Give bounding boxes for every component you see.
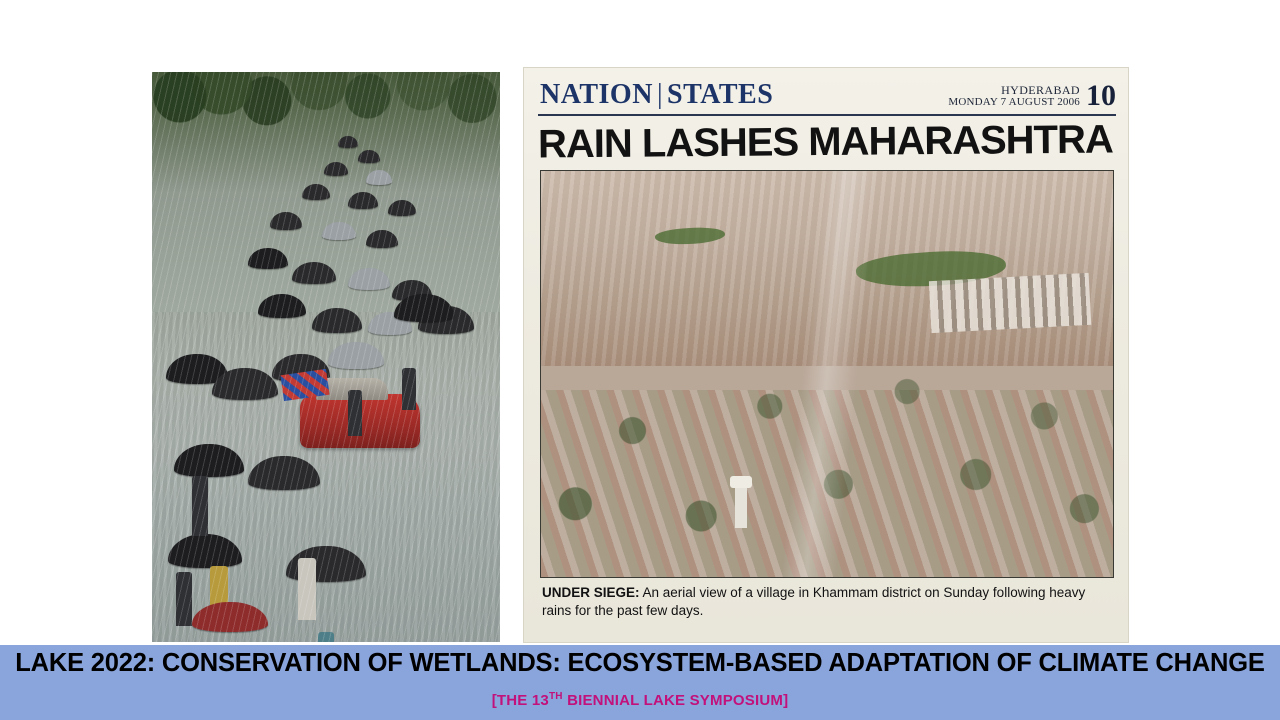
page-number: 10 (1086, 78, 1116, 112)
umbrella (358, 150, 380, 163)
umbrella (248, 248, 288, 269)
flooded-street-umbrellas-photo (152, 72, 500, 642)
umbrella (366, 170, 392, 185)
water-tower (735, 484, 747, 528)
umbrella (270, 212, 302, 230)
subtitle-suffix: BIENNIAL LAKE SYMPOSIUM] (562, 692, 789, 709)
person (192, 476, 208, 536)
masthead-separator: | (656, 79, 664, 110)
person (402, 368, 416, 410)
edition-date: MONDAY 7 AUGUST 2006 (948, 95, 1080, 108)
umbrella (338, 136, 358, 148)
umbrella (292, 262, 336, 284)
photo-caption (542, 584, 1112, 619)
masthead-word-nation: NATION (540, 79, 653, 110)
person (298, 558, 316, 620)
person (348, 390, 362, 436)
newspaper-clipping (524, 68, 1128, 642)
umbrella (366, 230, 398, 248)
umbrella (324, 162, 348, 176)
flooded-building-row (929, 272, 1092, 332)
footer-banner (0, 645, 1280, 720)
umbrella (348, 192, 378, 209)
masthead-word-states: STATES (667, 79, 774, 110)
newspaper-masthead (540, 78, 1116, 112)
edition-city: HYDERABAD (1001, 83, 1080, 98)
person (318, 632, 334, 642)
masthead-meta (948, 84, 1080, 108)
umbrella (258, 294, 306, 318)
umbrella (348, 268, 390, 290)
masthead-title (540, 79, 773, 111)
subtitle-ordinal-suffix: TH (548, 691, 563, 702)
subtitle-prefix: [THE 13 (491, 692, 549, 709)
caption-text: An aerial view of a village in Khammam district on Sunday following heavy rains for the past few days. (542, 585, 1086, 618)
caption-lead: UNDER SIEGE: (542, 585, 640, 600)
conference-subtitle (0, 691, 1280, 709)
umbrella (322, 222, 356, 240)
masthead-edition-info (948, 78, 1116, 112)
person (176, 572, 192, 626)
conference-title: LAKE 2022: CONSERVATION OF WETLANDS: ECOSYSTEM-BASED ADAPTATION OF CLIMATE CHANGE (15, 649, 1265, 677)
tree-canopies (541, 333, 1113, 577)
umbrella (388, 200, 416, 216)
headline: RAIN LASHES MAHARASHTRA (537, 117, 1113, 167)
aerial-flood-photo (540, 170, 1114, 578)
